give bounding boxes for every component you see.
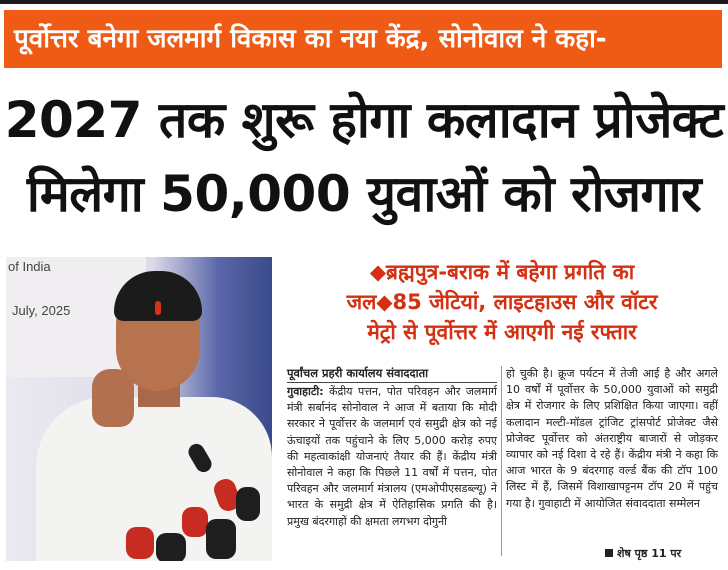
continued-label: शेष पृष्ठ 11 पर	[617, 547, 682, 560]
subheadline-line-3: मेट्रो से पूर्वोत्तर में आएगी नई रफ्तार	[367, 320, 637, 344]
subheadline	[282, 257, 722, 347]
square-bullet-icon	[605, 549, 613, 557]
kicker-banner: पूर्वोत्तर बनेगा जलमार्ग विकास का नया केंद्र, सोनोवाल ने कहा-	[4, 10, 722, 68]
microphone-icon	[126, 527, 154, 559]
subheadline-line-2: जल◆85 जेटियां, लाइटहाउस और वॉटर	[346, 290, 658, 314]
microphone-icon	[182, 507, 208, 537]
byline: पूर्वांचल प्रहरी कार्यालय संवाददाता	[287, 366, 497, 383]
headline-line-1: 2027 तक शुरू होगा कलादान प्रोजेक्ट	[4, 91, 724, 149]
article-column-2	[506, 366, 718, 546]
column-divider	[501, 366, 502, 556]
headline-line-2: मिलेगा 50,000 युवाओं को रोजगार	[26, 165, 702, 223]
minister-photo	[6, 257, 272, 561]
photo-backdrop-text-2: July, 2025	[12, 303, 71, 318]
person-hand	[92, 369, 134, 427]
tilak-mark	[155, 301, 161, 315]
column-1-text: केंद्रीय पत्तन, पोत परिवहन और जलमार्ग मंत्री सर्बानंद सोनोवाल ने आज में बताया कि मोदी सरकार ने पूर्वोत्तर के जलमार्ग एवं समुद्री क्षेत्र को नई ऊंचाइयों तक पहुंचाने के लिए 5,000 करोड़ रुपए की महत्वाकांक्षी योजनाएं तैयार की हैं। केंद्रीय मंत्री सोनोवाल ने कहा कि पिछले 11 वर्षों में पत्तन, पोत परिवहन और जलमार्ग मंत्रालय (एमओपीएसडब्ल्यू) ने भारत के समुद्री क्षेत्र में ऐतिहासिक प्रगति की है। प्रमुख बंदरगाहों की क्षमता लगभग दोगुनी	[287, 385, 497, 528]
person-kurta	[36, 397, 272, 561]
photo-backdrop-text-1: of India	[8, 259, 51, 274]
dateline: गुवाहाटी:	[287, 385, 324, 398]
top-rule	[0, 0, 728, 4]
column-2-text: हो चुकी है। क्रूज पर्यटन में तेजी आई है और अगले 10 वर्षों में पूर्वोत्तर के 50,000 युवाओं को समुद्री क्षेत्र में रोजगार के लिए प्रशिक्षित किया जाएगा। वहीं कलादान मल्टी-मॉडल ट्रांजिट ट्रांसपोर्ट प्रोजेक्ट जैसे प्रोजेक्ट पूर्वोत्तर को अंतराष्ट्रीय बाजारों से जोड़कर व्यापार को नई दिशा दे रहे हैं। केंद्रीय मंत्री ने कहा कि आज भारत के 9 बंदरगाह वर्ल्ड बैंक की टॉप 100 लिस्ट में हैं, जिसमें विशाखापट्टनम टॉप 20 में पहुंच गया है। गुवाहाटी में आयोजित संवाददाता सम्मेलन	[506, 367, 718, 510]
continued-on-page	[605, 546, 681, 561]
microphone-icon	[206, 519, 236, 559]
article-column-1	[287, 384, 497, 560]
microphone-icon	[156, 533, 186, 561]
microphone-icon	[236, 487, 260, 521]
subheadline-line-1: ◆ब्रह्मपुत्र-बराक में बहेगा प्रगति का	[369, 260, 635, 284]
